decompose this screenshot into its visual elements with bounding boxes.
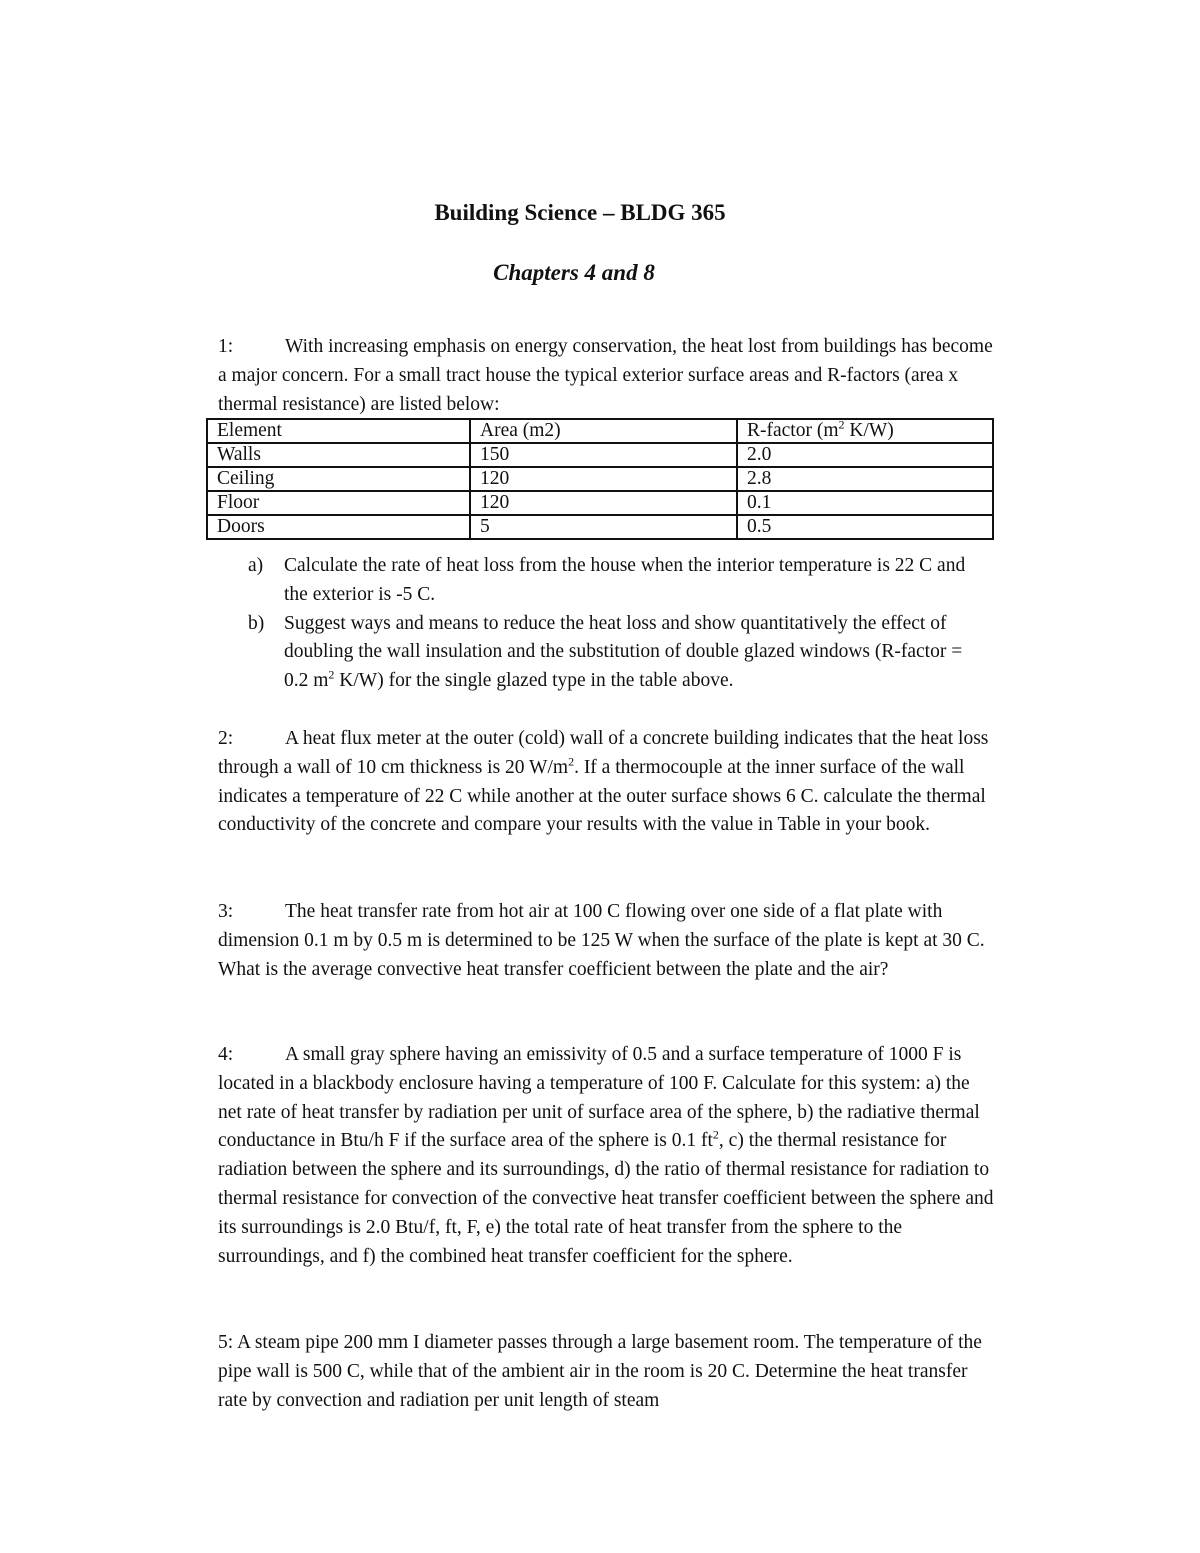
subpart-label: b): [248, 612, 265, 634]
question-1: [218, 333, 998, 419]
table-cell: 150: [470, 443, 737, 467]
table-row: [207, 491, 993, 515]
subpart-b: [248, 610, 988, 696]
subpart-text: Calculate the rate of heat loss from the house when the interior temperature is 22 C and the exterior is -5 C.: [284, 555, 966, 605]
question-number: 1:: [218, 336, 234, 357]
table-cell: 2.8: [737, 467, 993, 491]
table-header-row: [207, 419, 993, 443]
page-subtitle: Chapters 4 and 8: [493, 260, 655, 285]
table-header-cell: Element: [207, 419, 470, 443]
question-3: [218, 898, 998, 984]
question-number: 4:: [218, 1044, 234, 1065]
table-header-cell: Area (m2): [470, 419, 737, 443]
question-text: A small gray sphere having an emissivity of 0.5 and a surface temperature of 1000 F is located in a blackbody enclosure having a temperature of 100 F. Calculate for this system: a) the net rate of heat transfer by radiation per unit of surface area of the sphere, b) the radiative thermal conductance in Btu/h F if the surface area of the sphere is 0.1 $ft^2$, c) the thermal resistance for radiation between the sphere and its surroundings, d) the ratio of thermal resistance for radiation to thermal resistance for convection of the convective heat transfer coefficient between the sphere and its surroundings is 2.0 Btu/f, ft, F, e) the total rate of heat transfer from the sphere to the surroundings, and f) the combined heat transfer coefficient for the sphere.: [218, 1044, 994, 1267]
table-cell: 5: [470, 515, 737, 539]
table-cell: Ceiling: [207, 467, 470, 491]
table-cell: 120: [470, 467, 737, 491]
table-cell: Walls: [207, 443, 470, 467]
question-text: 5: A steam pipe 200 mm I diameter passes through a large basement room. The temperature of the pipe wall is 500 C, while that of the ambient air in the room is 20 C. Determine the heat transfer rate by convection and radiation per unit length of steam: [218, 1332, 982, 1411]
table-cell: 0.5: [737, 515, 993, 539]
question-1-subparts: [248, 552, 988, 696]
table-cell: Floor: [207, 491, 470, 515]
question-4: [218, 1041, 998, 1271]
table-header-cell: R-factor ($m^2$ K/W): [737, 419, 993, 443]
subpart-a: [248, 552, 988, 610]
subpart-label: a): [248, 555, 264, 576]
question-5: [218, 1329, 993, 1415]
question-2: [218, 725, 998, 840]
subpart-text: Suggest ways and means to reduce the heat loss and show quantitatively the effect of doubling the wall insulation and the substitution of double glazed windows (R-factor = 0.2 $m^2$ K/W) for the single glazed type in the table above.: [284, 612, 963, 692]
question-text: The heat transfer rate from hot air at 100 C flowing over one side of a flat plate with dimension 0.1 m by 0.5 m is determined to be 125 W when the surface of the plate is kept at 30 C. What is the average convective heat transfer coefficient between the plate and the air?: [218, 901, 985, 980]
table-row: [207, 515, 993, 539]
table-cell: 2.0: [737, 443, 993, 467]
table-row: [207, 467, 993, 491]
table-cell: Doors: [207, 515, 470, 539]
question-text: With increasing emphasis on energy conservation, the heat lost from buildings has become a major concern. For a small tract house the typical exterior surface areas and R-factors (area x thermal resistance) are listed below:: [218, 336, 993, 415]
table-row: [207, 443, 993, 467]
r-factor-table: [206, 418, 994, 540]
question-number: 2:: [218, 728, 234, 749]
question-text: A heat flux meter at the outer (cold) wall of a concrete building indicates that the heat loss through a wall of 10 cm thickness is 20 $W/m^2$. If a thermocouple at the inner surface of the wall indicates a temperature of 22 C while another at the outer surface shows 6 C. calculate the thermal conductivity of the concrete and compare your results with the value in Table in your book.: [218, 728, 989, 836]
page-title: Building Science – BLDG 365: [434, 200, 726, 225]
question-number: 3:: [218, 901, 234, 922]
table-cell: 0.1: [737, 491, 993, 515]
table-cell: 120: [470, 491, 737, 515]
